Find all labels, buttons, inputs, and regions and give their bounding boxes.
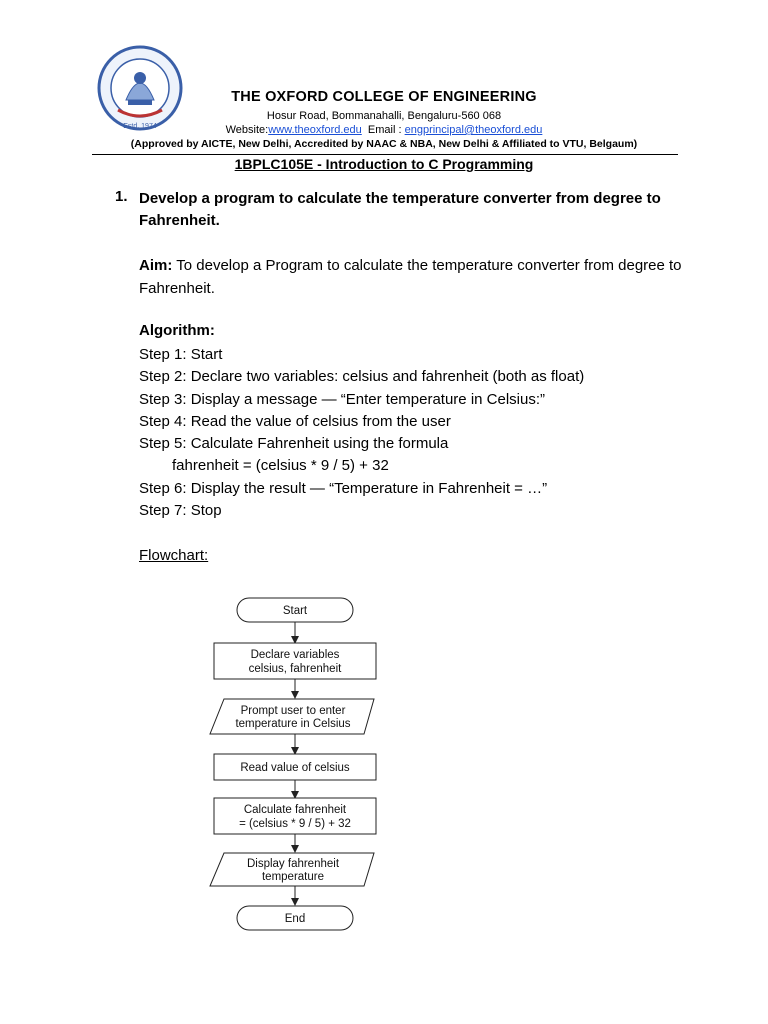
college-address: Hosur Road, Bommanahalli, Bengaluru-560 068 bbox=[266, 110, 502, 122]
email-link[interactable]: engprincipal@theoxford.edu bbox=[404, 124, 543, 136]
flow-prompt-label-1: Prompt user to enter bbox=[240, 705, 346, 717]
flow-declare-label-2: celsius, fahrenheit bbox=[248, 663, 342, 675]
college-name: THE OXFORD COLLEGE OF ENGINEERING bbox=[231, 89, 537, 105]
flow-display-label-2: temperature bbox=[261, 871, 325, 883]
website-label: Website: bbox=[225, 124, 269, 136]
flowchart-title: Flowchart: bbox=[139, 547, 209, 564]
flowchart-diagram bbox=[200, 590, 400, 925]
aim-text: To develop a Program to calculate the temperature converter from degree to Fahrenheit. bbox=[139, 257, 682, 297]
flow-calc-label-1: Calculate fahrenheit bbox=[243, 804, 347, 816]
website-link[interactable]: www.theoxford.edu bbox=[268, 124, 362, 136]
logo-estd-text: Estd. 1974 bbox=[123, 123, 157, 130]
flow-start-label: Start bbox=[282, 605, 308, 617]
course-title: 1BPLC105E - Introduction to C Programming bbox=[234, 156, 534, 172]
algorithm-title: Algorithm: bbox=[139, 322, 215, 339]
flow-display-label-1: Display fahrenheit bbox=[246, 858, 340, 870]
email-label: Email : bbox=[367, 124, 402, 136]
header-divider bbox=[92, 154, 678, 155]
flow-calc-label-2: = (celsius * 9 / 5) + 32 bbox=[239, 818, 351, 830]
flow-prompt-label-2: temperature in Celsius bbox=[235, 718, 351, 730]
algorithm-step: Step 4: Read the value of celsius from the user bbox=[139, 412, 451, 430]
algorithm-steps bbox=[139, 344, 719, 522]
flow-end-label: End bbox=[284, 913, 306, 925]
question-number: 1. bbox=[115, 188, 128, 205]
algorithm-formula: fahrenheit = (celsius * 9 / 5) + 32 bbox=[172, 457, 389, 475]
contact-line bbox=[90, 124, 678, 136]
question-text: Develop a program to calculate the temperature converter from degree to Fahrenheit. bbox=[139, 190, 661, 229]
algorithm-step: Step 6: Display the result — “Temperature in Fahrenheit = …” bbox=[139, 479, 548, 497]
approval-line: (Approved by AICTE, New Delhi, Accredited by NAAC & NBA, New Delhi & Affiliated to VTU, Belgaum) bbox=[130, 138, 638, 150]
algorithm-step: Step 1: Start bbox=[139, 346, 223, 363]
algorithm-step: Step 2: Declare two variables: celsius and fahrenheit (both as float) bbox=[139, 368, 585, 386]
flow-read-label: Read value of celsius bbox=[240, 762, 350, 774]
aim-paragraph bbox=[139, 255, 699, 300]
aim-label: Aim: bbox=[139, 257, 173, 274]
algorithm-step: Step 3: Display a message — “Enter temperature in Celsius:” bbox=[139, 390, 546, 408]
flow-declare-label-1: Declare variables bbox=[250, 649, 340, 661]
algorithm-step: Step 7: Stop bbox=[139, 502, 222, 520]
algorithm-step: Step 5: Calculate Fahrenheit using the formula bbox=[139, 435, 449, 453]
